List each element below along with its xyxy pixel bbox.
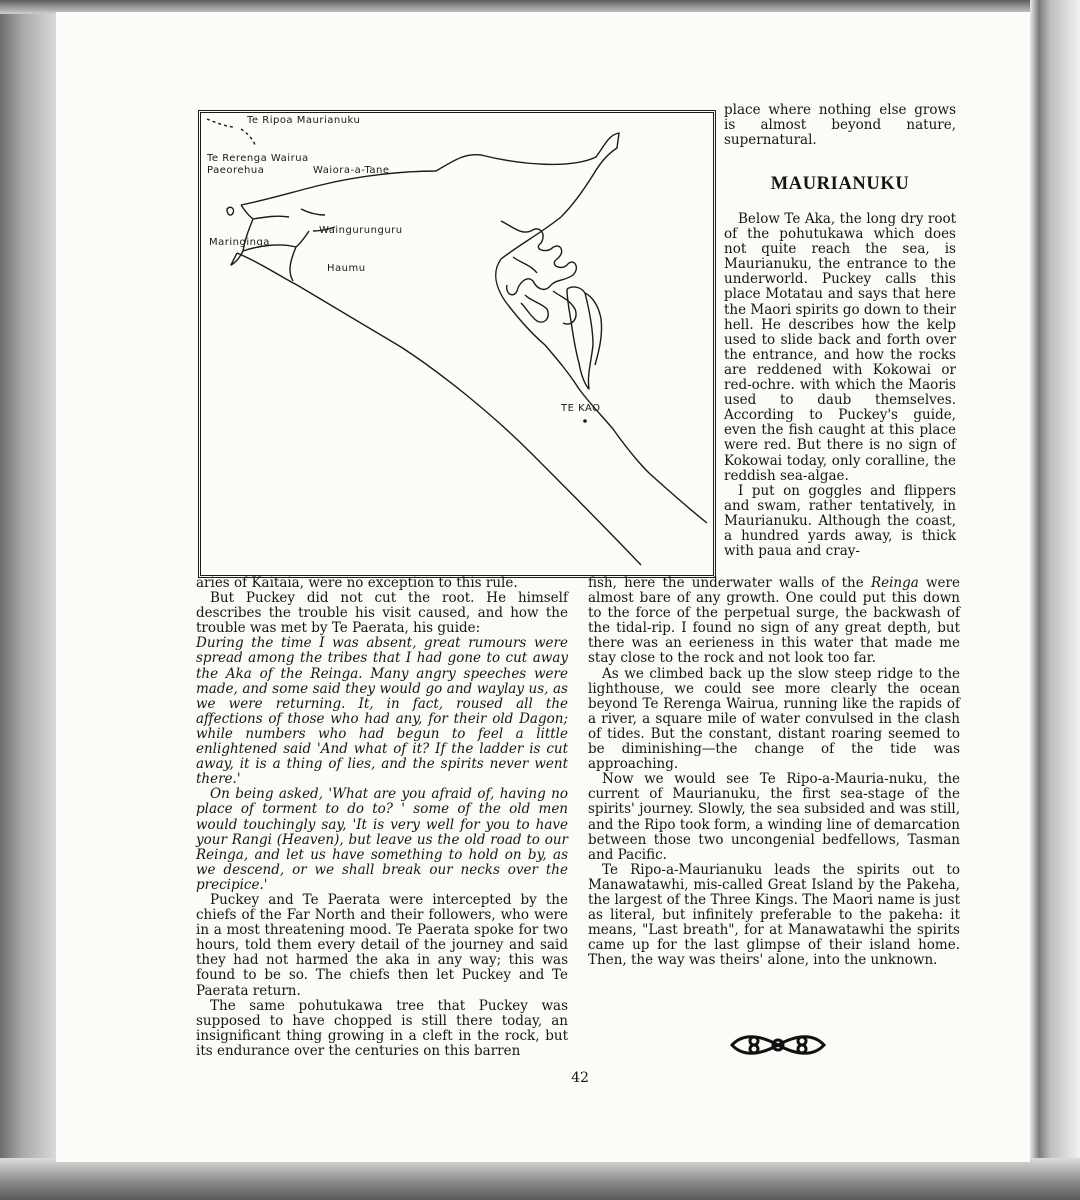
- continuation-paragraph: [588, 576, 960, 667]
- scan-edge-left: [0, 0, 56, 1200]
- maurianuku-column: [724, 212, 956, 559]
- body-paragraph: Te Ripo-a-Maurianuku leads the spirits out to Manawatawhi, mis-called Great Island by the Pakeha, the largest of the Three Kings. The Maori name is just as literal, but infinitely preferable to the pakeha: it means, "Last breath", for at Manawatawhi the spirits came up for the last glimpse of their island home. Then, the way was theirs' alone, into the unknown.: [588, 861, 960, 969]
- map-label-paeorehua: Paeorehua: [207, 165, 265, 176]
- scan-edge-right: [1030, 0, 1080, 1200]
- map-label-waiora-a-tane: Waiora-a-Tane: [313, 165, 390, 176]
- body-paragraph: aries of Kaitaia, were no exception to this rule.: [196, 575, 518, 591]
- intro-column: [724, 103, 956, 148]
- page-number: 42: [571, 1070, 589, 1086]
- continuation-text-rest: were almost bare of any growth. One could put this down to the force of the perpetual surge, the backwash of the tidal-rip. I found no sign of any great depth, but there was an eerieness in this water that made me stay close to the rock and not look too far.: [588, 575, 960, 667]
- te-kao-marker: [583, 419, 587, 423]
- map-label-te-kao: TE KAO: [561, 403, 601, 414]
- reinga-italic: Reinga: [870, 575, 919, 591]
- map-figure: [198, 110, 716, 578]
- map-label-te-rerenga-wairua: Te Rerenga Wairua: [207, 153, 309, 164]
- body-paragraph: Now we would see Te Ripo-a-Mauria-nuku, the current of Maurianuku, the first sea-stage of the spirits' journey. Slowly, the sea subsided and was still, and the Ripo took form, a winding line of demarcation between those two uncongenial bedfellows, Tasman and Pacific.: [588, 771, 960, 863]
- section-title: MAURIANUKU: [770, 174, 910, 194]
- right-column: [588, 576, 960, 968]
- body-paragraph: As we climbed back up the slow steep ridge to the lighthouse, we could see more clearly the ocean beyond Te Rerenga Wairua, running like the rapids of a river, a square mile of water convulsed in the clash of tides. But the constant, distant roaring seemed to be diminishing—the change of the tide was approaching.: [588, 665, 960, 773]
- map-label-haumu: Haumu: [327, 263, 366, 274]
- body-paragraph: Below Te Aka, the long dry root of the pohutukawa which does not quite reach the sea, is Maurianuku, the entrance to the underworld. Puckey calls this place Motatau and says that here the Maori spirits go down to their hell. He describes how the kelp used to slide back and forth over the entrance, and how the rocks are reddened with Kokowai or red-ochre. with which the Maoris used to daub themselves. According to Puckey's guide, even the fish caught at this place were red. But there is no sign of Kokowai today, only coralline, the reddish sea-algae.: [724, 211, 956, 484]
- scan-edge-bottom: [0, 1158, 1080, 1200]
- map-label-maringinga: Maringinga: [209, 237, 270, 248]
- quote-paragraph: During the time I was absent, great rumours were spread among the tribes that I had gone to cut away the Aka of the Reinga. Many angry speeches were made, and some said they would go and waylay us, as we were returning. It, in fact, roused all the affections of those who had any, for their old Dagon; while numbers who had begun to feel a little enlightened said 'And what of it? If the ladder is cut away, it is a thing of lies, and the spirits never went there.': [196, 635, 568, 788]
- intro-paragraph: place where nothing else grows is almost beyond nature, supernatural.: [724, 102, 956, 149]
- quote-paragraph: On being asked, 'What are you afraid of, having no place of torment to do to? ' some of the old men would touchingly say, 'It is very well for you to have your Rangi (Heaven), but leave us the old road to our Reinga, and let us have something to hold on by, as we descend, or we shall break our necks over the precipice.': [196, 786, 568, 893]
- map-drawing: [201, 113, 707, 569]
- continuation-text: fish, here the underwater walls of the: [588, 575, 871, 591]
- body-paragraph: Puckey and Te Paerata were intercepted by the chiefs of the Far North and their followers, who were in a most threatening mood. Te Paerata spoke for two hours, told them every detail of the journey and said they had not harmed the aka in any way; this was found to be so. The chiefs then let Puckey and Te Paerata return.: [196, 891, 568, 999]
- body-paragraph: The same pohutukawa tree that Puckey was supposed to have chopped is still there today, an insignificant thing growing in a cleft in the rock, but its endurance over the centuries on this barren: [196, 997, 568, 1059]
- map-label-waingurunguru: Waingurunguru: [319, 225, 403, 236]
- body-paragraph: I put on goggles and flippers and swam, rather tentatively, in Maurianuku. Although the coast, a hundred yards away, is thick with paua and cray-: [724, 482, 956, 560]
- map-label-te-ripoa: Te Ripoa Maurianuku: [247, 115, 361, 126]
- left-column: [196, 576, 568, 1059]
- body-paragraph: But Puckey did not cut the root. He himself describes the trouble his visit caused, and how the trouble was met by Te Paerata, his guide:: [196, 590, 568, 637]
- koru-ornament-icon: [728, 1030, 828, 1060]
